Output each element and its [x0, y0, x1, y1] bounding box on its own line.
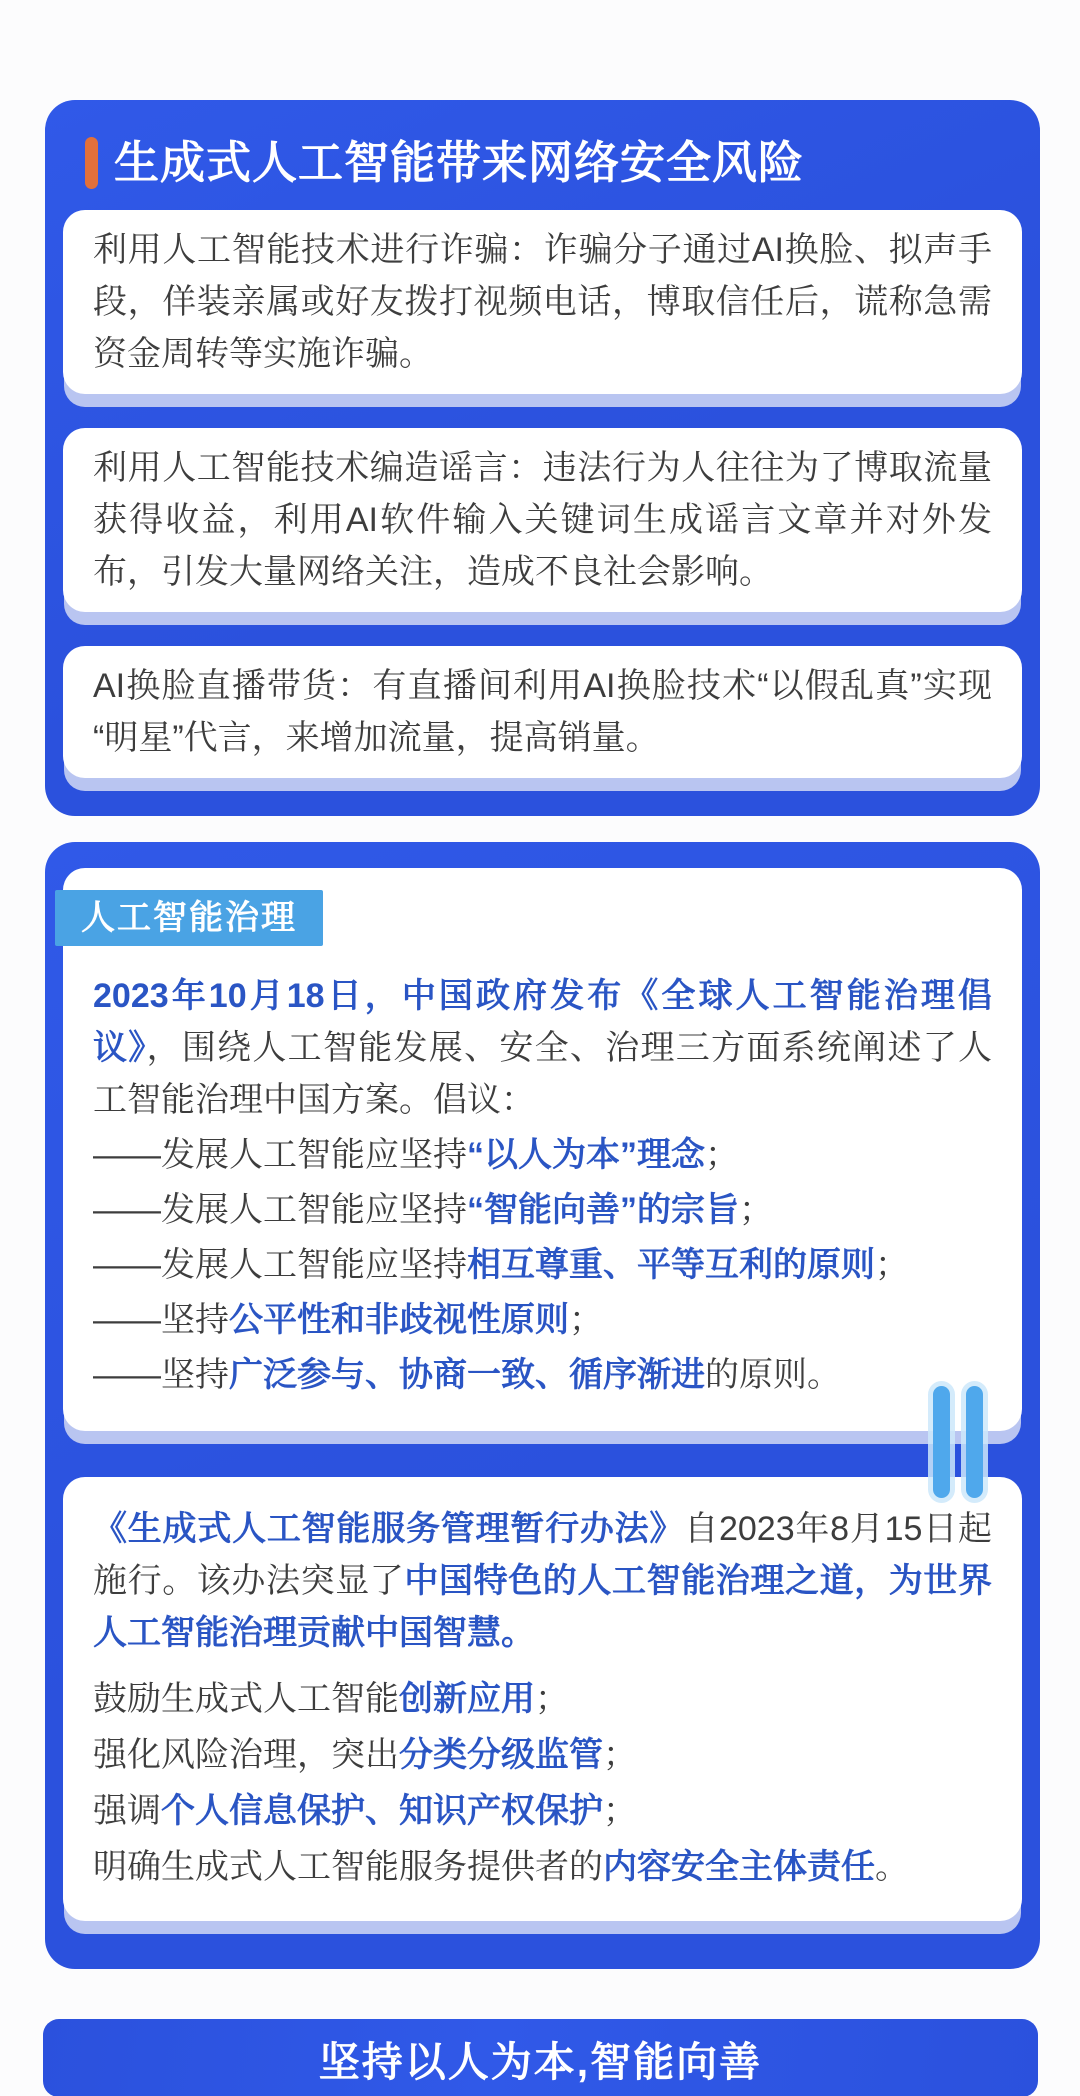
staple-bar-right: [966, 1386, 983, 1498]
law-item: 强调个人信息保护、知识产权保护；: [93, 1792, 637, 1830]
law-card: [63, 1477, 1022, 1921]
footer-slogan-bar: [43, 2019, 1038, 2096]
law-item: 明确生成式人工智能服务提供者的内容安全主体责任。: [93, 1848, 909, 1886]
governance-badge: 人工智能治理: [55, 890, 323, 946]
law-item: 强化风险治理，突出分类分级监管；: [93, 1736, 637, 1774]
governance-proposal-card: [63, 868, 1022, 1431]
law-paragraph: 《生成式人工智能服务管理暂行办法》自2023年8月15日起施行。该办法突显了中国特色的人工智能治理之道，为世界人工智能治理贡献中国智慧。: [93, 1510, 993, 1652]
risk-card-fraud: [63, 210, 1022, 394]
footer-slogan: 坚持以人为本,智能向善: [318, 2038, 763, 2085]
proposal-paragraph: 2023年10月18日，中国政府发布《全球人工智能治理倡议》，围绕人工智能发展、安全、治理三方面系统阐述了人工智能治理中国方案。倡议：: [93, 977, 993, 1119]
proposal-bullet: ——坚持广泛参与、协商一致、循序渐进的原则。: [93, 1356, 841, 1394]
governance-section: [45, 842, 1040, 1969]
proposal-bullet: ——坚持公平性和非歧视性原则；: [93, 1301, 603, 1339]
law-item: 鼓励生成式人工智能创新应用；: [93, 1680, 569, 1718]
risk-section: [45, 100, 1040, 816]
proposal-bullet: ——发展人工智能应坚持相互尊重、平等互利的原则；: [93, 1246, 909, 1284]
proposal-bullet: ——发展人工智能应坚持“智能向善”的宗旨；: [93, 1191, 773, 1229]
staple-decoration: [933, 1386, 983, 1498]
risk-card-livestream-text: AI换脸直播带货：有直播间利用AI换脸技术“以假乱真”实现“明星”代言，来增加流量，提高销量。: [93, 667, 992, 757]
staple-bar-left: [933, 1386, 950, 1498]
risk-card-rumor-text: 利用人工智能技术编造谣言：违法行为人往往为了博取流量获得收益，利用AI软件输入关键词生成谣言文章并对外发布，引发大量网络关注，造成不良社会影响。: [93, 449, 992, 591]
risk-section-title: 生成式人工智能带来网络安全风险: [114, 137, 805, 188]
risk-section-header: [63, 134, 1022, 192]
risk-card-fraud-text: 利用人工智能技术进行诈骗：诈骗分子通过AI换脸、拟声手段，佯装亲属或好友拨打视频电话，博取信任后，谎称急需资金周转等实施诈骗。: [93, 231, 992, 373]
proposal-bullet: ——发展人工智能应坚持“以人为本”理念；: [93, 1136, 739, 1174]
risk-card-livestream: [63, 646, 1022, 778]
title-accent-bar: [85, 137, 98, 189]
risk-card-rumor: [63, 428, 1022, 612]
